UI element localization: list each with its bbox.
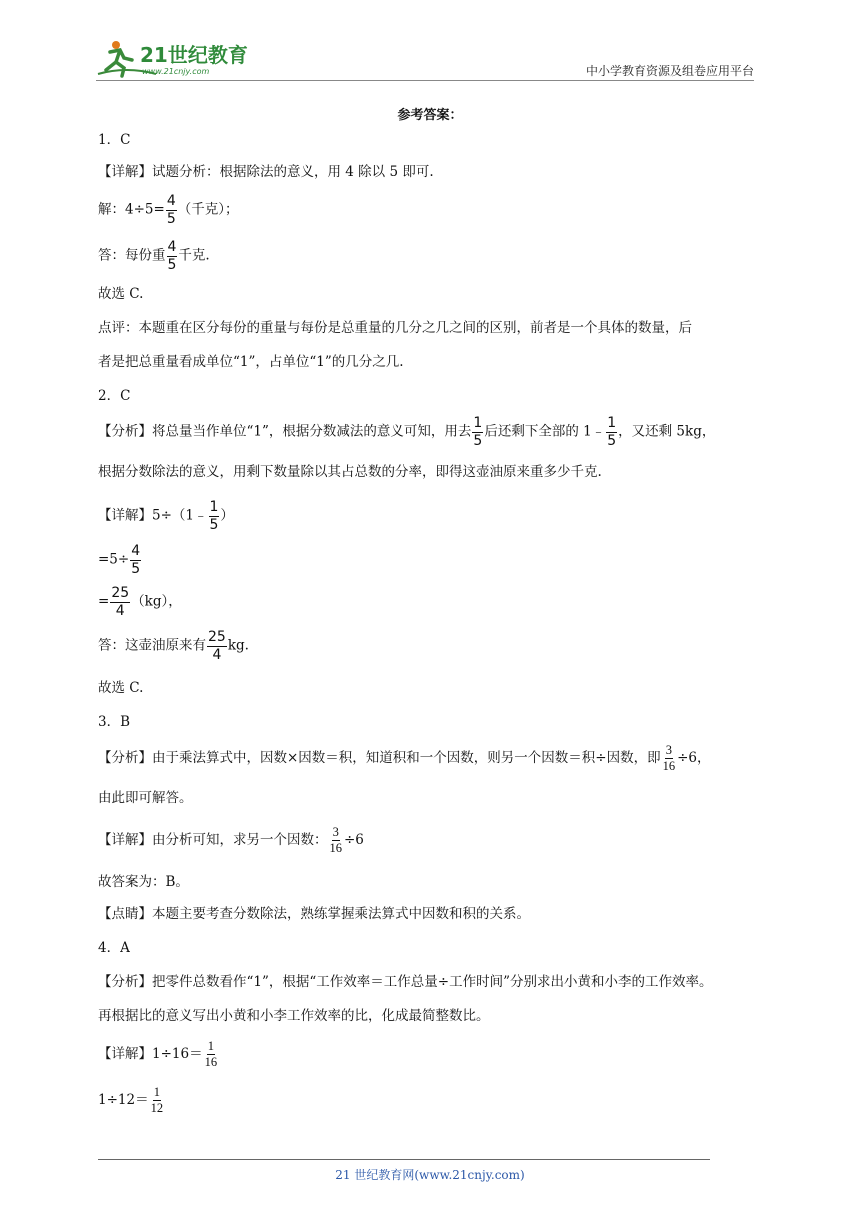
q2-answer: 2．C [98,388,131,404]
q2-analysis-line2: 根据分数除法的意义，用剩下数量除以其占总数的分率，即得这壶油原来重多少千克. [98,464,602,480]
q1-comment-line2: 者是把总重量看成单位“1”，占单位“1”的几分之几. [98,354,404,370]
q4-analysis-line2: 再根据比的意义写出小黄和小李工作效率的比，化成最简整数比。 [98,1008,490,1024]
q1-detail: 【详解】试题分析：根据除法的意义，用 4 除以 5 即可. [98,164,434,180]
q2-detail-step2: =5÷ $\frac{4}{5}$ [98,543,141,577]
q2-detail-step3: = $\frac{25}{4}$ （kg）， [98,585,182,619]
platform-name: 中小学教育资源及组卷应用平台 [585,64,754,78]
q4-analysis-line1: 【分析】把零件总数看作“1”，根据“工作效率＝工作总量÷工作时间”分别求出小黄和小李的工作效率。 [98,974,713,990]
fraction: $\frac{1}{16}$ [204,1039,218,1070]
fraction: $\frac{1}{5}$ [607,415,617,449]
fraction: $\frac{25}{4}$ [208,629,226,663]
fraction: $\frac{1}{5}$ [209,499,219,533]
q3-detail: 【详解】由分析可知，求另一个因数： $\frac{3}{16}$ ÷6 [98,825,364,856]
q1-comment-line1: 点评：本题重在区分每份的重量与每份是总重量的几分之几之间的区别，前者是一个具体的数量，后 [98,320,692,336]
q3-analysis-line1: 【分析】由于乘法算式中，因数×因数＝积，知道积和一个因数，则另一个因数＝积÷因数，即 $\frac{3}{16}$ ÷6， [98,743,711,774]
q2-choice: 故选 C. [98,680,144,696]
fraction: $\frac{3}{16}$ [662,743,676,774]
q1-solution: 解：4÷5= $\frac{4}{5}$ （千克）； [98,193,239,227]
q4-answer: 4．A [98,940,130,956]
header-divider [96,80,754,81]
fraction: $\frac{25}{4}$ [111,585,130,619]
q3-choice: 故答案为：B。 [98,874,189,890]
q4-detail-step2: 1÷12＝ $\frac{1}{12}$ [98,1085,164,1116]
svg-text:www.21cnjy.com: www.21cnjy.com [142,67,210,76]
svg-text:21世纪教育: 21世纪教育 [140,43,248,67]
q3-answer: 3．B [98,714,131,730]
q4-detail-step1: 【详解】1÷16＝ $\frac{1}{16}$ [98,1039,218,1070]
q3-analysis-line2: 由此即可解答。 [98,790,193,806]
fraction: $\frac{1}{5}$ [473,415,483,449]
q3-point: 【点睛】本题主要考查分数除法，熟练掌握乘法算式中因数和积的关系。 [98,906,530,922]
footer-link[interactable]: 21 世纪教育网(www.21cnjy.com) [335,1168,525,1182]
footer-divider [98,1159,710,1160]
q2-analysis-line1: 【分析】将总量当作单位“1”，根据分数减法的意义可知，用去 $\frac{1}{5}$ 后还剩下全部的 1﹣ $\frac{1}{5}$ ，又还剩 5kg， [98,415,716,449]
site-logo [96,38,266,80]
q1-choice: 故选 C. [98,286,144,302]
answer-title: 参考答案： [397,108,463,123]
fraction: $\frac{1}{12}$ [150,1085,164,1116]
q1-answer-text: 答：每份重 $\frac{4}{5}$ 千克. [98,239,210,273]
fraction: $\frac{4}{5}$ [131,543,141,577]
q1-answer: 1．C [98,132,131,148]
q2-answer-text: 答：这壶油原来有 $\frac{25}{4}$ kg. [98,629,249,663]
fraction: $\frac{4}{5}$ [166,193,176,227]
fraction: $\frac{3}{16}$ [329,825,342,856]
fraction: $\frac{4}{5}$ [167,239,177,273]
q2-detail-step1: 【详解】5÷（1﹣ $\frac{1}{5}$ ） [98,499,234,533]
